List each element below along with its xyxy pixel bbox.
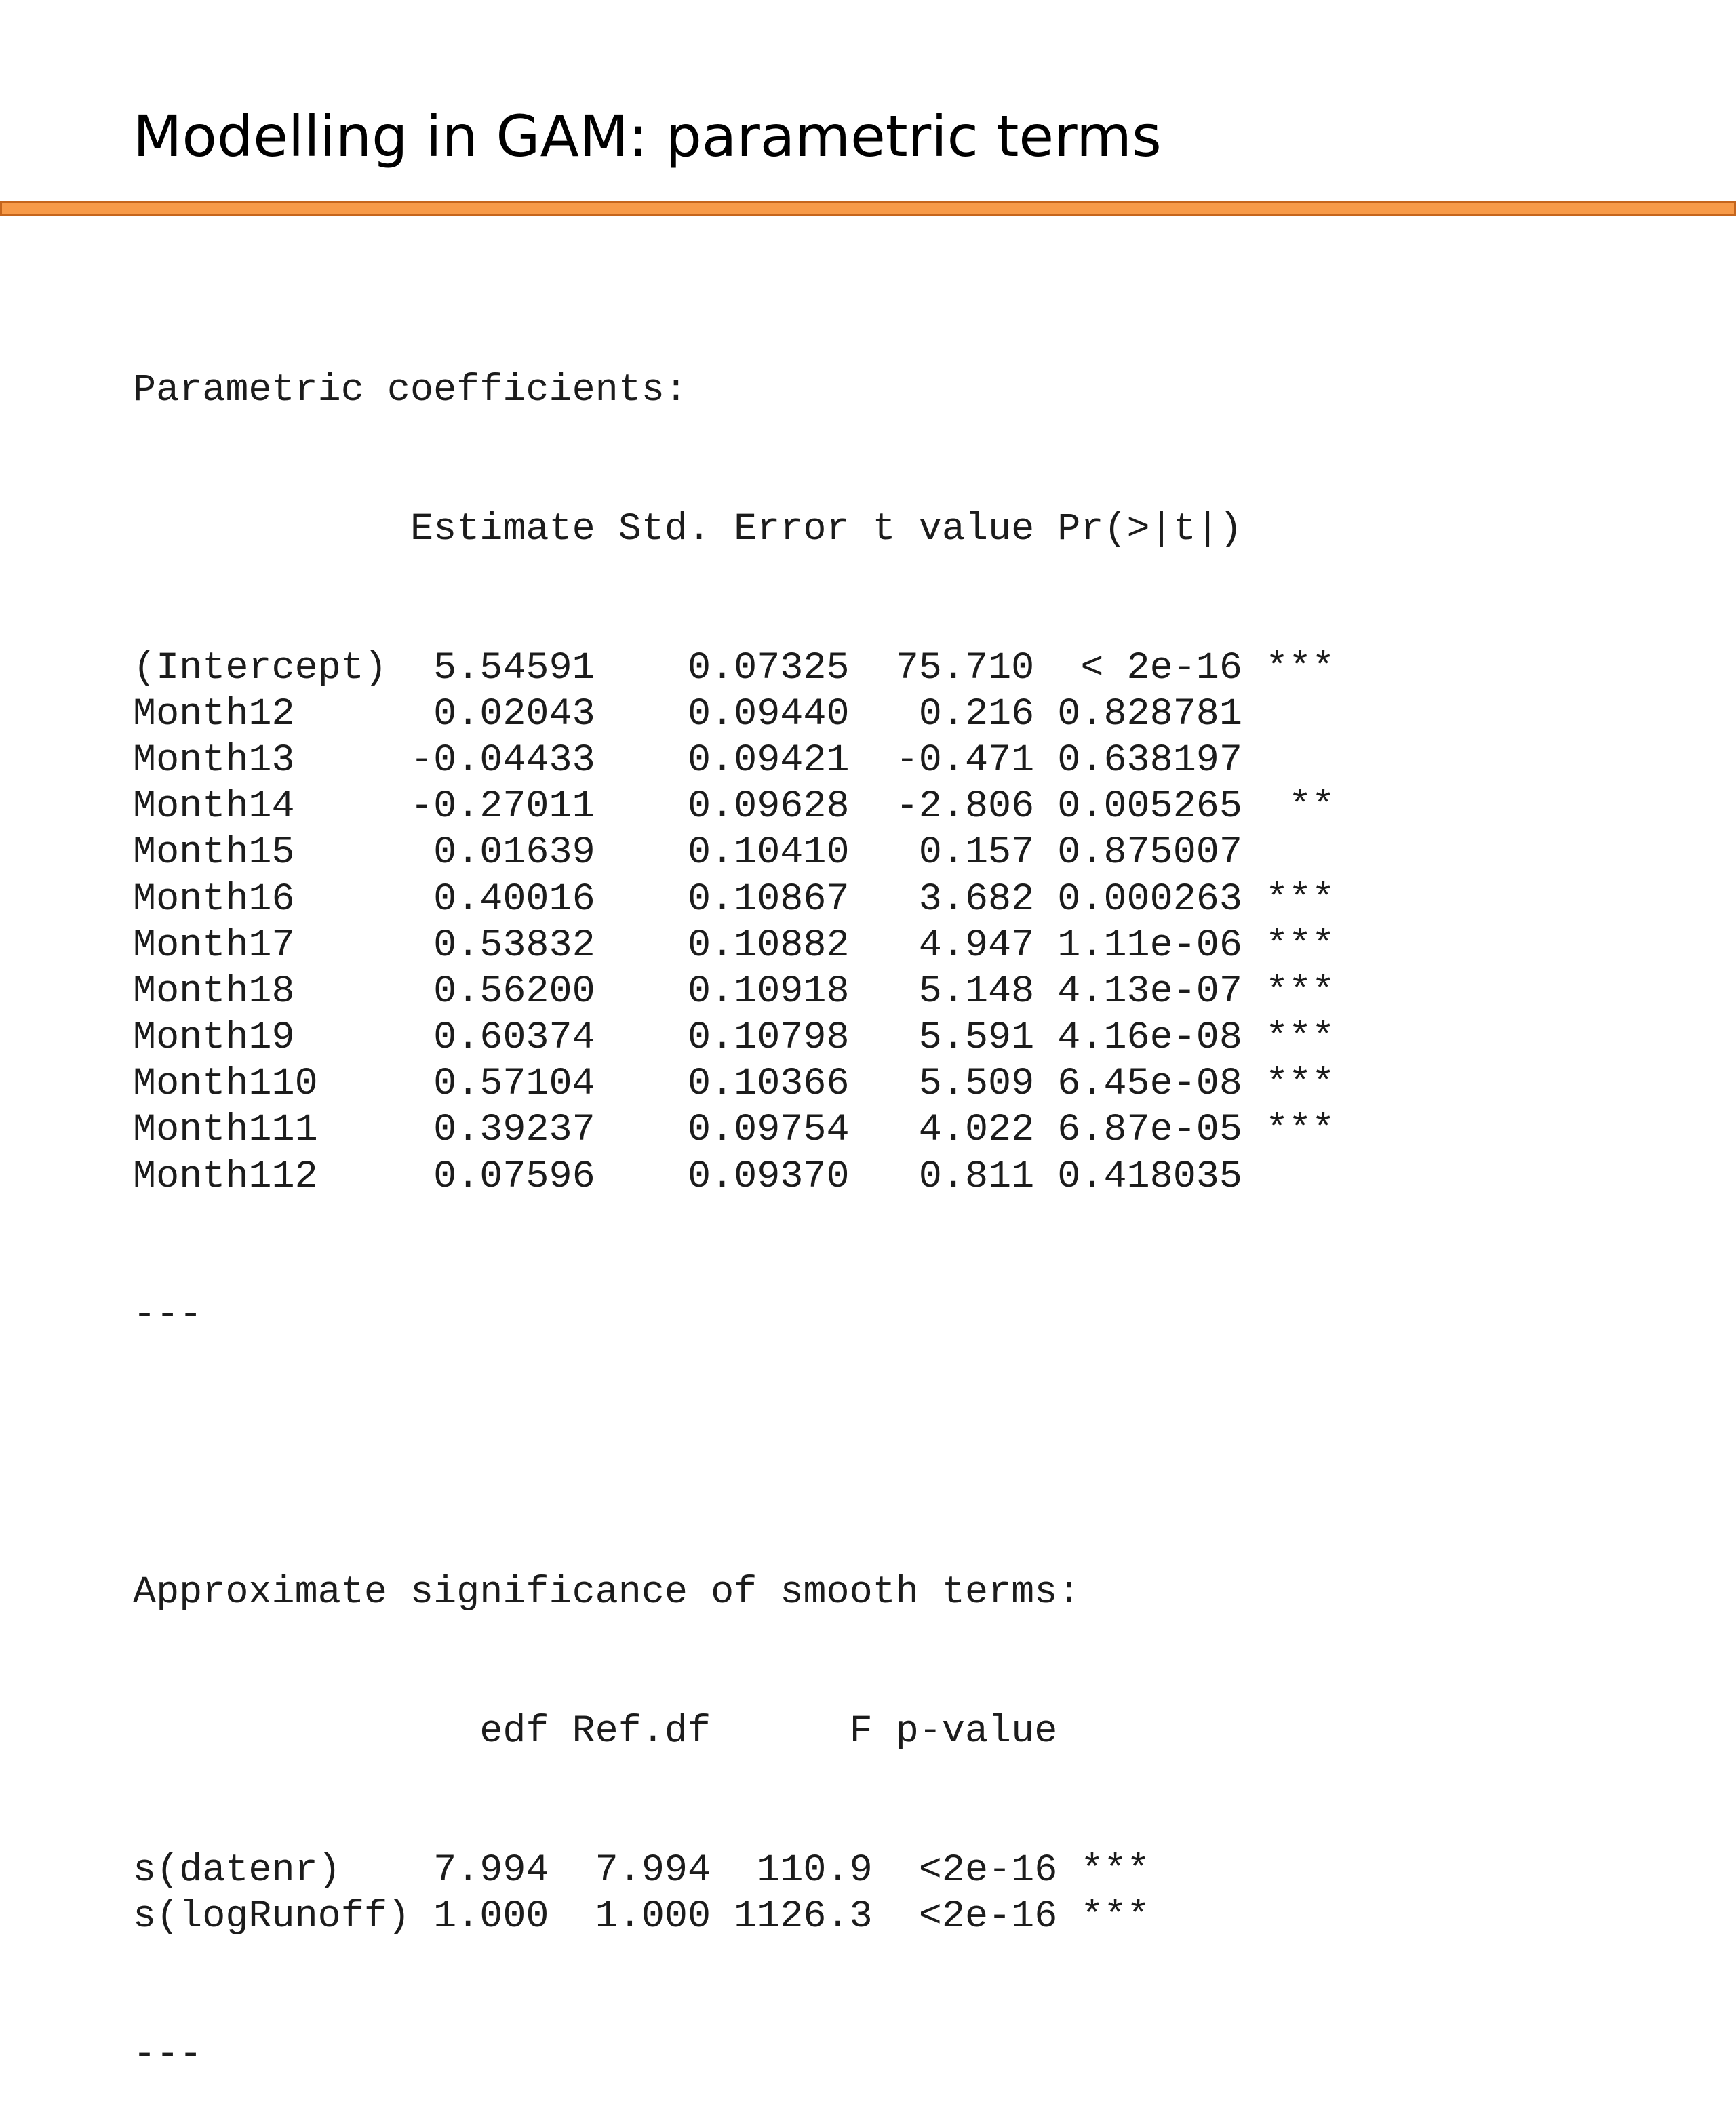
- std-error-cell: 0.10882: [687, 924, 850, 968]
- table-row: [133, 1848, 1335, 1894]
- parametric-heading: Parametric coefficients:: [133, 369, 688, 413]
- std-error-cell: 0.09440: [687, 692, 850, 736]
- t-value-cell: -0.471: [895, 738, 1035, 782]
- significance-cell: ***: [1265, 970, 1335, 1014]
- smooth-separator: ---: [133, 2033, 203, 2078]
- t-value-cell: -2.806: [895, 785, 1035, 829]
- p-value-cell: 6.87e-05: [1057, 1109, 1242, 1153]
- estimate-cell: 0.01639: [433, 831, 595, 875]
- t-value-cell: 75.710: [895, 646, 1035, 690]
- term-cell: Month18: [133, 970, 295, 1014]
- table-row: [133, 1061, 1335, 1107]
- smooth-heading: Approximate significance of smooth terms:: [133, 1571, 1081, 1615]
- term-cell: Month110: [133, 1062, 318, 1107]
- t-value-cell: 4.022: [918, 1109, 1035, 1153]
- column-header: Std. Error: [618, 508, 850, 551]
- column-header: edf: [479, 1710, 549, 1754]
- estimate-cell: 0.60374: [433, 1016, 595, 1060]
- term-cell: s(datenr): [133, 1848, 341, 1892]
- t-value-cell: 5.148: [918, 970, 1035, 1014]
- std-error-cell: 0.10410: [687, 831, 850, 875]
- estimate-cell: -0.27011: [410, 785, 595, 829]
- table-row: [133, 784, 1335, 830]
- term-cell: Month13: [133, 738, 295, 782]
- edf-cell: 7.994: [433, 1848, 549, 1892]
- estimate-cell: 5.54591: [433, 646, 595, 690]
- t-value-cell: 0.157: [918, 831, 1035, 875]
- significance-cell: ***: [1265, 1062, 1335, 1107]
- parametric-header-row: [133, 507, 1335, 553]
- std-error-cell: 0.09421: [687, 738, 850, 782]
- gam-summary-output: [133, 275, 1335, 2125]
- p-value-cell: 0.638197: [1057, 738, 1242, 782]
- estimate-cell: 0.53832: [433, 924, 595, 968]
- title-divider: [0, 201, 1736, 216]
- parametric-rows: [133, 646, 1335, 1200]
- std-error-cell: 0.10798: [687, 1016, 850, 1060]
- smooth-rows: [133, 1848, 1335, 1940]
- significance-cell: **: [1288, 785, 1335, 829]
- estimate-cell: 0.57104: [433, 1062, 595, 1107]
- t-value-cell: 3.682: [918, 877, 1035, 921]
- term-cell: Month16: [133, 877, 295, 921]
- ref-df-cell: 1.000: [595, 1894, 711, 1939]
- std-error-cell: 0.10366: [687, 1062, 850, 1107]
- p-value-cell: 6.45e-08: [1057, 1062, 1242, 1107]
- estimate-cell: 0.02043: [433, 692, 595, 736]
- t-value-cell: 5.591: [918, 1016, 1035, 1060]
- p-value-cell: 0.875007: [1057, 831, 1242, 875]
- parametric-separator: ---: [133, 1294, 203, 1338]
- significance-cell: ***: [1080, 1894, 1150, 1939]
- std-error-cell: 0.07325: [687, 646, 850, 690]
- table-row: [133, 1015, 1335, 1061]
- f-cell: 1126.3: [734, 1894, 873, 1939]
- p-value-cell: 0.418035: [1057, 1155, 1242, 1199]
- std-error-cell: 0.09754: [687, 1109, 850, 1153]
- ref-df-cell: 7.994: [595, 1848, 711, 1892]
- edf-cell: 1.000: [433, 1894, 549, 1939]
- p-value-cell: 0.000263: [1057, 877, 1242, 921]
- table-row: [133, 1107, 1335, 1153]
- column-header: Estimate: [410, 508, 595, 551]
- estimate-cell: 0.40016: [433, 877, 595, 921]
- significance-cell: ***: [1265, 646, 1335, 690]
- p-value-cell: 1.11e-06: [1057, 924, 1242, 968]
- p-value-cell: 4.13e-07: [1057, 970, 1242, 1014]
- table-row: [133, 923, 1335, 969]
- estimate-cell: 0.39237: [433, 1109, 595, 1153]
- p-value-cell: <2e-16: [918, 1894, 1058, 1939]
- term-cell: Month12: [133, 692, 295, 736]
- significance-cell: ***: [1265, 1109, 1335, 1153]
- column-header: Pr(>|t|): [1057, 508, 1242, 551]
- term-cell: Month19: [133, 1016, 295, 1060]
- t-value-cell: 0.811: [918, 1155, 1035, 1199]
- column-header: F: [849, 1710, 873, 1754]
- term-cell: Month17: [133, 924, 295, 968]
- std-error-cell: 0.10867: [687, 877, 850, 921]
- column-header: t value: [872, 508, 1035, 551]
- table-row: [133, 1894, 1335, 1940]
- f-cell: 110.9: [757, 1848, 873, 1892]
- significance-cell: ***: [1080, 1848, 1150, 1892]
- estimate-cell: -0.04433: [410, 738, 595, 782]
- table-row: [133, 969, 1335, 1015]
- table-row: [133, 1154, 1335, 1200]
- p-value-cell: < 2e-16: [1080, 646, 1242, 690]
- table-row: [133, 692, 1335, 738]
- t-value-cell: 4.947: [918, 924, 1035, 968]
- blank-line: [133, 1431, 1335, 1477]
- std-error-cell: 0.10918: [687, 970, 850, 1014]
- term-cell: Month112: [133, 1155, 318, 1199]
- t-value-cell: 5.509: [918, 1062, 1035, 1107]
- p-value-cell: 0.005265: [1057, 785, 1242, 829]
- significance-cell: ***: [1265, 924, 1335, 968]
- slide-title: Modelling in GAM: parametric terms: [133, 103, 1162, 170]
- p-value-cell: <2e-16: [918, 1848, 1058, 1892]
- table-row: [133, 646, 1335, 692]
- table-row: [133, 830, 1335, 876]
- estimate-cell: 0.07596: [433, 1155, 595, 1199]
- term-cell: Month15: [133, 831, 295, 875]
- column-header: Ref.df: [572, 1710, 711, 1754]
- std-error-cell: 0.09370: [687, 1155, 850, 1199]
- t-value-cell: 0.216: [918, 692, 1035, 736]
- significance-cell: ***: [1265, 877, 1335, 921]
- significance-cell: ***: [1265, 1016, 1335, 1060]
- term-cell: Month14: [133, 785, 295, 829]
- term-cell: (Intercept): [133, 646, 387, 690]
- estimate-cell: 0.56200: [433, 970, 595, 1014]
- p-value-cell: 0.828781: [1057, 692, 1242, 736]
- column-header: p-value: [895, 1710, 1058, 1754]
- term-cell: s(logRunoff): [133, 1894, 411, 1939]
- p-value-cell: 4.16e-08: [1057, 1016, 1242, 1060]
- table-row: [133, 738, 1335, 784]
- table-row: [133, 877, 1335, 923]
- term-cell: Month111: [133, 1109, 318, 1153]
- std-error-cell: 0.09628: [687, 785, 850, 829]
- smooth-header-row: [133, 1709, 1335, 1755]
